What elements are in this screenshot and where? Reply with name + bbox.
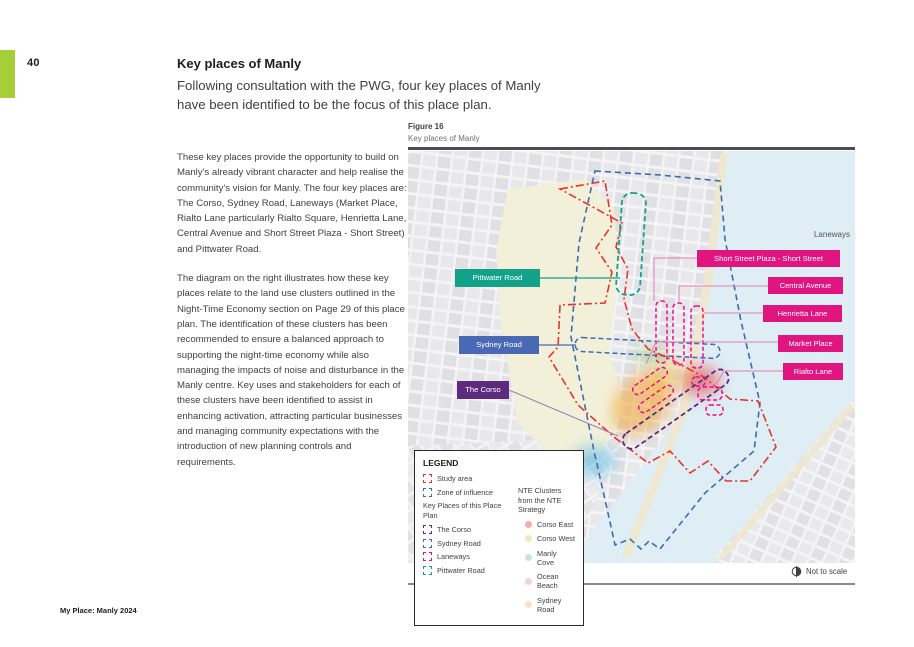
map-label-short-street-plaza: Short Street Plaza - Short Street [697, 250, 840, 267]
legend-item-sydney-road [423, 539, 513, 548]
legend-item-corso-west [518, 534, 575, 543]
legend-item-label: Zone of influence [437, 487, 493, 497]
map-label-central-avenue: Central Avenue [768, 277, 843, 294]
map-label-rialto-lane: Rialto Lane [783, 363, 843, 380]
legend-item-label: Pittwater Road [437, 565, 485, 575]
zone-of-influence-swatch-icon [423, 488, 432, 497]
the-corso-swatch-icon [423, 525, 432, 534]
page-footer: My Place: Manly 2024 [60, 606, 137, 615]
pittwater-road-swatch-icon [423, 566, 432, 575]
sydney-road-swatch-icon [423, 539, 432, 548]
legend-item-label: Study area [437, 474, 473, 483]
body-paragraph-2: The diagram on the right illustrates how these key places relate to the land use clusters outlined in the Night-Time Economy section on Page 29 of this place plan. The identification of these clusters has been recommended to ensure a balanced approach to supporting the night-time economy while also managing the impacts of noise and disturbance in the Manly centre. Key uses and stakeholders for each of these clusters have been identified to assist in enhancing activation, attracting particular businesses and managing community expectations with the introduction of new planning controls and requirements. [177, 273, 405, 468]
legend-item-pittwater-road [423, 566, 513, 575]
legend-item-corso-east [518, 520, 575, 529]
map-label-market-place: Market Place [778, 335, 843, 352]
legend-item-zone-of-influence [423, 488, 513, 497]
map-legend [414, 450, 584, 626]
figure-caption [408, 122, 480, 143]
page-number: 40 [27, 57, 40, 69]
legend-right-column [518, 474, 575, 619]
legend-item-manly-cove [518, 549, 575, 567]
legend-title: LEGEND [423, 458, 459, 468]
scale-compass-icon [791, 566, 802, 577]
legend-left-column [423, 474, 513, 619]
figure-top-rule [408, 147, 855, 150]
map-label-sydney-road: Sydney Road [459, 336, 539, 354]
body-paragraph-1: These key places provide the opportunity to build on Manly's already vibrant character and help realise the community's vision for Manly. The four key places are: The Corso, Sydney Road, Laneways (Market Place, Rialto Lane particularly Rialto Square, Henrietta Lane, Central Avenue and Short Street Plaza - Short Street) and Pittwater Road. [177, 152, 407, 255]
page-title: Key places of Manly [177, 56, 302, 71]
legend-item-label: Corso East [537, 519, 574, 529]
map-label-the-corso: The Corso [457, 381, 509, 399]
legend-item-label: Laneways [437, 552, 470, 561]
legend-item-label: Sydney Road [537, 595, 562, 614]
page-header [177, 56, 597, 114]
legend-item-sydney-road-cluster [518, 596, 575, 614]
legend-item-label: Manly Cove [537, 548, 557, 567]
page-accent-bar [0, 50, 15, 98]
corso-east-dot-icon [525, 521, 532, 528]
figure-label: Figure 16 [408, 122, 444, 131]
manly-cove-dot-icon [525, 554, 532, 561]
legend-item-label: Ocean Beach [537, 572, 559, 590]
corso-west-dot-icon [525, 535, 532, 542]
not-to-scale-label: Not to scale [806, 567, 848, 576]
legend-item-label: Corso West [537, 534, 575, 543]
laneways-swatch-icon [423, 552, 432, 561]
body-text-column [177, 150, 411, 484]
legend-item-label: Sydney Road [437, 538, 481, 548]
figure-title: Key places of Manly [408, 134, 480, 143]
ocean-beach-dot-icon [525, 578, 532, 585]
sydney-road-dot-icon [525, 601, 532, 608]
subtitle-line-2: have been identified to be the focus of this place plan. [177, 96, 492, 112]
map-label-pittwater-road: Pittwater Road [455, 269, 540, 287]
legend-item-laneways [423, 552, 513, 561]
not-to-scale-note [791, 566, 847, 577]
legend-item-label: The Corso [437, 525, 472, 534]
legend-key-places-heading: Key Places of this Place Plan [423, 501, 502, 520]
map-label-henrietta-lane: Henrietta Lane [763, 305, 842, 322]
subtitle-line-1: Following consultation with the PWG, four key places of Manly [177, 78, 541, 93]
study-area-swatch-icon [423, 474, 432, 483]
legend-item-the-corso [423, 525, 513, 534]
legend-nte-heading: NTE Clusters from the NTE Strategy [518, 486, 562, 514]
legend-item-study-area [423, 474, 513, 483]
laneways-annotation: Laneways [813, 230, 850, 239]
page-subtitle [177, 77, 597, 114]
legend-item-ocean-beach [518, 572, 575, 590]
